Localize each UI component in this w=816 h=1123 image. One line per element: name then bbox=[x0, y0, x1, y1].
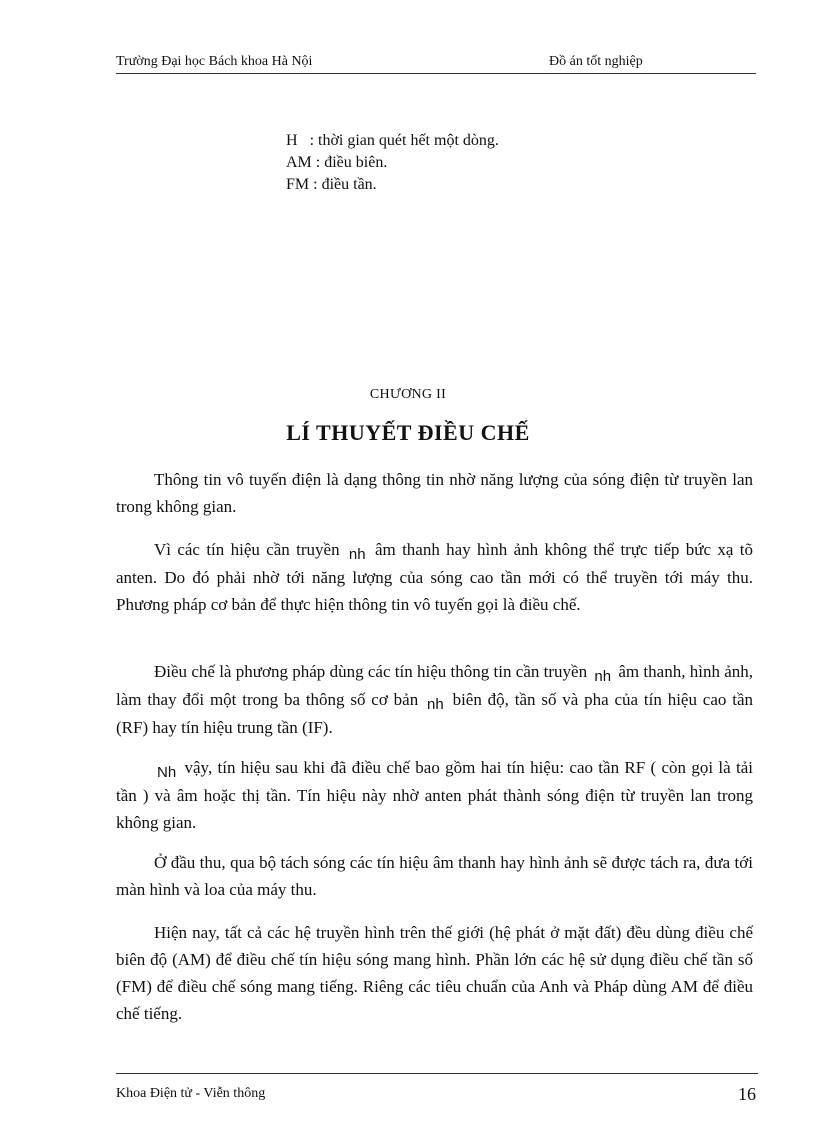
definition-text: : điều biên. bbox=[315, 154, 388, 171]
definition-term: AM bbox=[286, 154, 316, 171]
paragraph bbox=[116, 754, 753, 836]
definition-text: : điều tần. bbox=[313, 176, 377, 193]
paragraph bbox=[116, 658, 753, 741]
paragraph-text: biên độ, tần số và pha của tín hiệu cao tần (RF) hay tín hiệu trung tần (IF). bbox=[116, 690, 753, 737]
glyph-fragment: Nh bbox=[157, 764, 177, 781]
chapter-label: CHƯƠNG II bbox=[369, 387, 447, 402]
paragraph-text: vậy, tín hiệu sau khi đã điều chế bao gồm hai tín hiệu: cao tần RF ( còn gọi là tải tần ) và âm hoặc thị tần. Tín hiệu này nhờ anten phát thành sóng điện từ truyền lan trong không gian. bbox=[116, 758, 754, 832]
paragraph-text: âm thanh, hình ảnh, làm thay đổi một trong ba thông số cơ bản bbox=[116, 662, 754, 709]
definition-row bbox=[286, 174, 499, 196]
page-number: 16 bbox=[738, 1084, 756, 1104]
paragraph: Thông tin vô tuyến điện là dạng thông tin nhờ năng lượng của sóng điện từ truyền lan trong không gian. bbox=[116, 470, 753, 516]
paragraph-text: Vì các tín hiệu cần truyền bbox=[154, 540, 340, 559]
abbreviation-list bbox=[286, 130, 499, 196]
definition-row bbox=[286, 130, 499, 152]
footer-department: Khoa Điện tử - Viễn thông bbox=[116, 1086, 266, 1101]
header-document-type: Đồ án tốt nghiệp bbox=[549, 54, 643, 69]
paragraph: Ở đầu thu, qua bộ tách sóng các tín hiệu âm thanh hay hình ảnh sẽ được tách ra, đưa tới màn hình và loa của máy thu. bbox=[116, 853, 753, 899]
glyph-fragment: nh bbox=[348, 546, 366, 563]
header-university: Trường Đại học Bách khoa Hà Nội bbox=[116, 54, 313, 69]
definition-text: : thời gian quét hết một dòng. bbox=[309, 132, 499, 149]
footer-divider bbox=[116, 1073, 758, 1074]
paragraph bbox=[116, 536, 753, 618]
definition-term: FM bbox=[286, 176, 314, 193]
page-header bbox=[116, 54, 756, 74]
glyph-fragment: nh bbox=[594, 668, 612, 685]
paragraph-text: Điều chế là phương pháp dùng các tín hiệu thông tin cần truyền bbox=[154, 662, 588, 681]
definition-term: H bbox=[286, 132, 310, 149]
paragraph-text: âm thanh hay hình ảnh không thể trực tiếp bức xạ tõ anten. Do đó phải nhờ tới năng lượng của sóng cao tần mới có thể truyền tới máy thu. Phương pháp cơ bản để thực hiện thông tin vô tuyến gọi là điều chế. bbox=[116, 540, 753, 614]
glyph-fragment: nh bbox=[427, 696, 444, 713]
definition-row bbox=[286, 152, 499, 174]
paragraph: Hiện nay, tất cả các hệ truyền hình trên thế giới (hệ phát ở mặt đất) đều dùng điều chế biên độ (AM) để điều chế tín hiệu sóng mang hình. Phần lớn các hệ sử dụng điều chế tần số (FM) để điều chế sóng mang tiếng. Riêng các tiêu chuẩn của Anh và Pháp dùng AM để điều chế tiếng. bbox=[116, 923, 753, 1023]
chapter-title: LÍ THUYẾT ĐIỀU CHẾ bbox=[286, 420, 530, 445]
